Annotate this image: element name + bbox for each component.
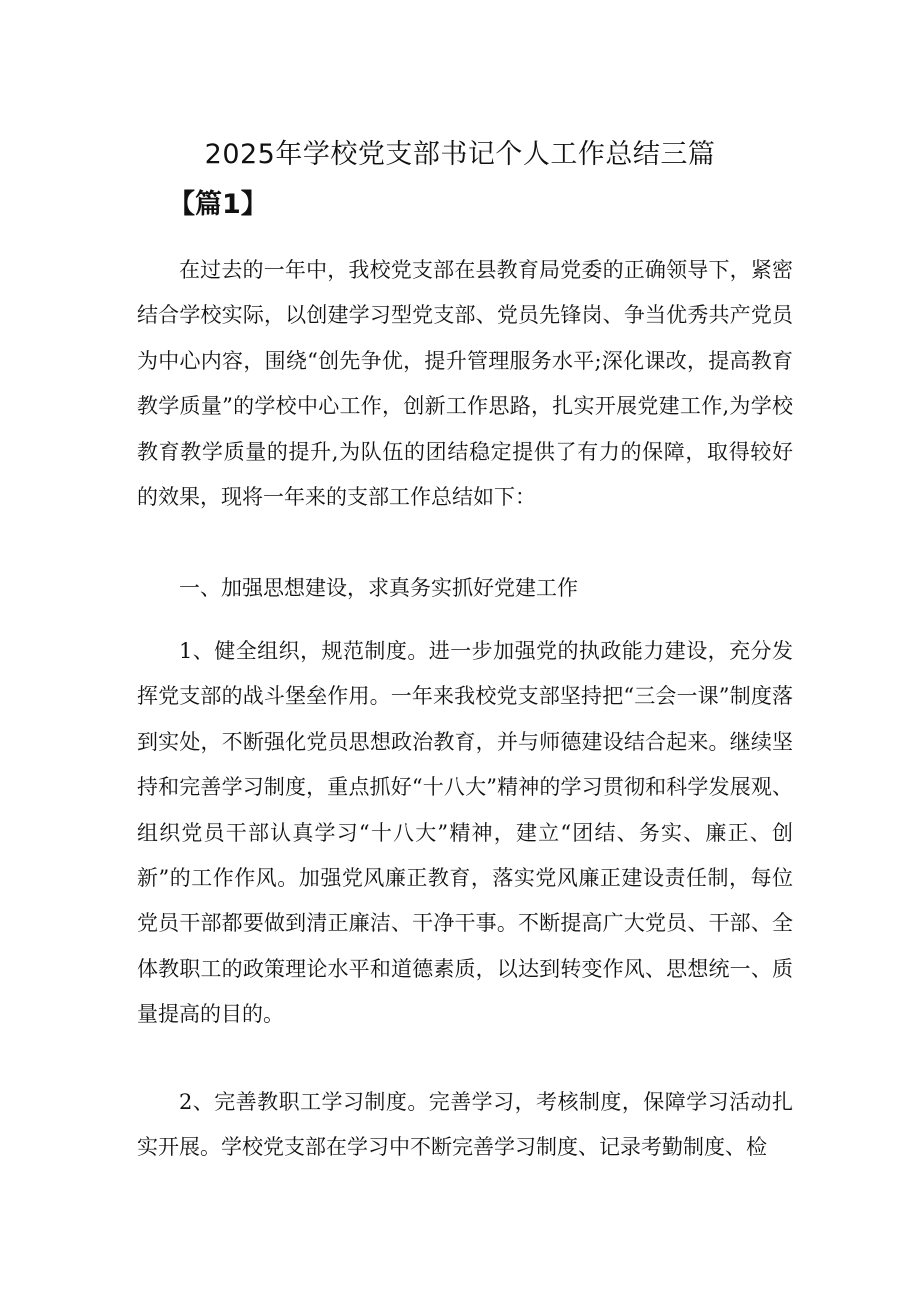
paragraph-intro: 在过去的一年中，我校党支部在县教育局党委的正确领导下，紧密结合学校实际，以创建学习型党支部、党员先锋岗、争当优秀共产党员为中心内容，围绕“创先争优，提升管理服务水平;深化课改，提高教育教学质量”的学校中心工作，创新工作思路，扎实开展党建工作,为学校教育教学质量的提升,为队伍的团结稳定提供了有力的保障，取得较好的效果，现将一年来的支部工作总结如下： [137,258,793,510]
paragraph-item-2: 2、完善教职工学习制度。完善学习，考核制度，保障学习活动扎实开展。学校党支部在学习中不断完善学习制度、记录考勤制度、检 [137,1090,793,1160]
subheading-one: 一、加强思想建设，求真务实抓好党建工作 [179,576,578,600]
document-title: 2025年学校党支部书记个人工作总结三篇 [204,139,716,170]
section-label: 【篇1】 [168,189,268,220]
paragraph-item-1: 1、健全组织，规范制度。进一步加强党的执政能力建设，充分发挥党支部的战斗堡垒作用。一年来我校党支部坚持把“三会一课”制度落到实处，不断强化党员思想政治教育，并与师德建设结合起来。继续坚持和完善学习制度，重点抓好“十八大”精神的学习贯彻和科学发展观、组织党员干部认真学习“十八大”精神，建立“团结、务实、廉正、创新”的工作作风。加强党风廉正教育，落实党风廉正建设责任制，每位党员干部都要做到清正廉洁、干净干事。不断提高广大党员、干部、全体教职工的政策理论水平和道德素质，以达到转变作风、思想统一、质量提高的目的。 [137,639,793,1027]
